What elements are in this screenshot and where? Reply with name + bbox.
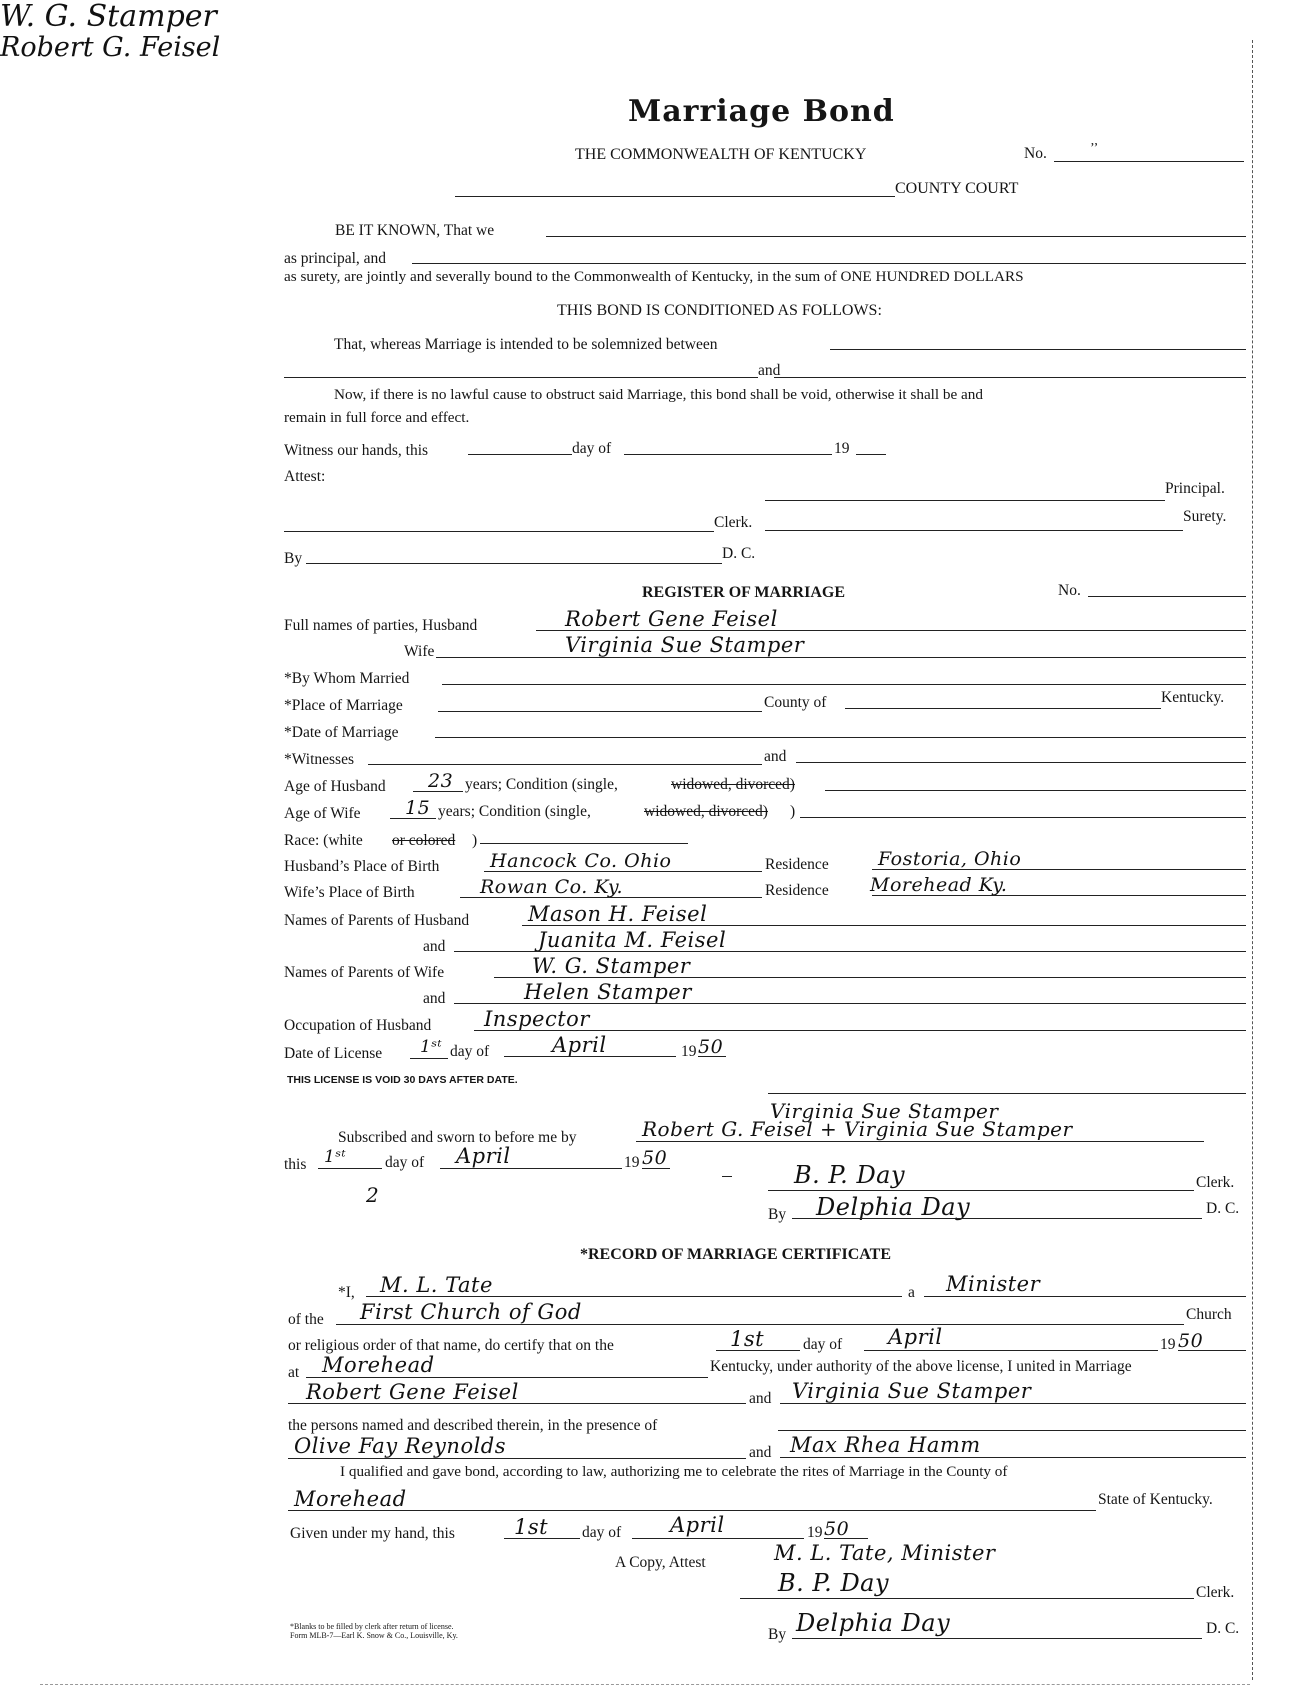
husband-mother: Juanita M. Feisel: [538, 928, 727, 952]
be-it-known: BE IT KNOWN, That we: [335, 222, 495, 239]
cert-clerk-label: Clerk.: [1196, 1584, 1235, 1601]
cert-year: 50: [1178, 1330, 1204, 1352]
county-of-line: [845, 708, 1161, 709]
cert-attest-signature: M. L. Tate, Minister: [774, 1541, 996, 1565]
county-court-line: [455, 196, 895, 197]
age-husband-label: Age of Husband: [284, 778, 386, 795]
conditioned-heading: THIS BOND IS CONDITIONED AS FOLLOWS:: [557, 302, 882, 319]
cert-month: April: [888, 1325, 943, 1349]
wife-residence-line: [872, 895, 1246, 896]
date-marriage-label: *Date of Marriage: [284, 724, 399, 741]
cert-officiant-line: [366, 1296, 902, 1297]
county-of-label: County of: [764, 694, 827, 711]
sworn-year-prefix: 19: [624, 1154, 640, 1171]
page-edge: [1252, 40, 1253, 1680]
cert-given-day-of: day of: [582, 1524, 622, 1541]
husband-birth: Hancock Co. Ohio: [490, 850, 672, 872]
cert-persons-named: the persons named and described therein, in the presence of: [288, 1417, 658, 1434]
husband-label: Full names of parties, Husband: [284, 617, 478, 634]
cert-clerk-line: [740, 1598, 1194, 1599]
race-line: [480, 843, 688, 844]
cert-at: at: [288, 1364, 300, 1381]
place-line: [438, 711, 762, 712]
place-label: *Place of Marriage: [284, 697, 403, 714]
bond-no-label: No.: [1024, 145, 1047, 162]
subscribed-label: Subscribed and sworn to before me by: [338, 1129, 577, 1146]
parents-wife-label: Names of Parents of Wife: [284, 964, 445, 981]
cert-clerk-signature: B. P. Day: [778, 1569, 890, 1597]
witnesses-line-2: [796, 762, 1246, 763]
husband-birth-label: Husband’s Place of Birth: [284, 858, 440, 875]
age-husband-line: [413, 791, 463, 792]
subscribed-by: Robert G. Feisel + Virginia Sue Stamper: [642, 1117, 1073, 1141]
bond-by-line: [306, 563, 722, 564]
witness-day-of: day of: [572, 440, 612, 457]
wife-father: W. G. Stamper: [532, 954, 691, 978]
license-year-line: [698, 1056, 726, 1057]
between-line-1: [284, 377, 758, 378]
signature-wg-stamper: W. G. Stamper: [0, 0, 217, 34]
register-clerk-signature: B. P. Day: [794, 1161, 906, 1189]
cert-persons-line: [778, 1430, 1246, 1431]
cert-a-label: a: [908, 1284, 915, 1301]
as-principal: as principal, and: [284, 250, 387, 267]
wife-mother-line: [454, 1003, 1246, 1004]
cert-day: 1st: [730, 1327, 765, 1351]
register-dc-signature: Delphia Day: [816, 1193, 971, 1221]
be-it-known-line: [546, 236, 1246, 237]
age-wife: 15: [405, 797, 431, 819]
cert-groom-line: [288, 1403, 746, 1404]
kentucky-label: Kentucky.: [1161, 689, 1225, 706]
cert-officiant: M. L. Tate: [380, 1273, 493, 1297]
bond-no-value: ’’: [1090, 141, 1099, 156]
license-year: 50: [698, 1036, 724, 1058]
husband-name: Robert Gene Feisel: [565, 607, 778, 631]
age-wife-close: ): [790, 803, 796, 820]
age-wife-line: [390, 818, 436, 819]
void-notice: THIS LICENSE IS VOID 30 DAYS AFTER DATE.: [287, 1074, 518, 1086]
cert-title: Minister: [946, 1272, 1041, 1296]
sworn-year-line: [642, 1168, 670, 1169]
cert-witness-1-line: [288, 1458, 746, 1459]
cert-place: Morehead: [322, 1353, 435, 1377]
husband-parents-and: and: [423, 938, 446, 955]
sworn-this: this: [284, 1156, 307, 1173]
cert-year-line: [1178, 1350, 1246, 1351]
cert-given-year-prefix: 19: [807, 1524, 823, 1541]
license-month: April: [552, 1033, 607, 1057]
form-title: Marriage Bond: [628, 94, 895, 129]
surety-sentence: as surety, are jointly and severally bound to the Commonwealth of Kentucky, in the sum of ONE HUNDRED DOLLARS: [284, 268, 1024, 285]
signature-robert-feisel: Robert G. Feisel: [0, 32, 221, 63]
cert-bride-line: [780, 1403, 1246, 1404]
margin-mark-2: 2: [366, 1183, 380, 1207]
husband-residence: Fostoria, Ohio: [878, 848, 1022, 870]
whereas-text: That, whereas Marriage is intended to be solemnized between: [334, 336, 718, 353]
occupation-line: [474, 1030, 1246, 1031]
witnesses-label: *Witnesses: [284, 751, 354, 768]
license-year-prefix: 19: [681, 1043, 697, 1060]
register-clerk-line: [768, 1190, 1194, 1191]
register-by-label: By: [768, 1206, 787, 1223]
parents-husband-label: Names of Parents of Husband: [284, 912, 470, 929]
principal-line: [765, 500, 1165, 501]
cert-given-month: April: [670, 1513, 725, 1537]
license-day: 1ˢᵗ: [420, 1037, 443, 1057]
register-dc-line: [792, 1218, 1202, 1219]
surety-line: [765, 530, 1183, 531]
register-clerk-label: Clerk.: [1196, 1174, 1235, 1191]
witness-hands: Witness our hands, this: [284, 442, 429, 459]
commonwealth-heading: THE COMMONWEALTH OF KENTUCKY: [575, 146, 867, 163]
husband-residence-line: [872, 869, 1246, 870]
cert-given-day-line: [504, 1538, 580, 1539]
footer-note-2: Form MLB-7—Earl K. Snow & Co., Louisville, Ky.: [290, 1631, 458, 1640]
license-day-line: [410, 1058, 448, 1059]
cert-day-of: day of: [803, 1336, 843, 1353]
sworn-month-line: [440, 1168, 622, 1169]
cert-dc-label: D. C.: [1206, 1620, 1240, 1637]
cert-witness-2: Max Rhea Hamm: [790, 1433, 981, 1457]
license-day-of: day of: [450, 1043, 490, 1060]
wife-birth: Rowan Co. Ky.: [480, 876, 624, 898]
witnesses-and: and: [764, 748, 787, 765]
cert-given-day: 1st: [514, 1515, 549, 1539]
witness-day-line: [468, 454, 572, 455]
cert-and: and: [749, 1390, 772, 1407]
cert-groom: Robert Gene Feisel: [306, 1380, 519, 1404]
husband-mother-line: [454, 951, 1246, 952]
surety-label: Surety.: [1183, 508, 1227, 525]
wife-parents-and: and: [423, 990, 446, 1007]
cert-witness-1: Olive Fay Reynolds: [294, 1434, 507, 1458]
cert-witness-and: and: [749, 1444, 772, 1461]
subscribed-line: [636, 1141, 1204, 1142]
signature-virginia-stamper: Virginia Sue Stamper: [770, 1099, 999, 1123]
bond-no-line: [1054, 161, 1244, 162]
cert-of-the: of the: [288, 1311, 324, 1328]
sworn-month: April: [456, 1144, 511, 1168]
cert-i-label: *I,: [338, 1284, 355, 1301]
cert-county-line: [288, 1510, 1096, 1511]
certificate-heading: *RECORD OF MARRIAGE CERTIFICATE: [580, 1246, 892, 1263]
cert-place-line: [306, 1377, 708, 1378]
cert-county: Morehead: [294, 1487, 407, 1511]
race-close: ): [472, 832, 478, 849]
now-if-line1: Now, if there is no lawful cause to obstruct said Marriage, this bond shall be void, otherwise it shall be and: [334, 386, 983, 403]
cert-qualified: I qualified and gave bond, according to law, authorizing me to celebrate the rites of Marriage in the County of: [340, 1463, 1008, 1480]
cert-given: Given under my hand, this: [290, 1525, 455, 1542]
now-if-line2: remain in full force and effect.: [284, 409, 470, 426]
footer-note-1: *Blanks to be filled by clerk after return of license.: [290, 1622, 454, 1631]
cert-kentucky-authority: Kentucky, under authority of the above license, I united in Marriage: [710, 1358, 1132, 1375]
cert-given-month-line: [632, 1538, 804, 1539]
wife-residence: Morehead Ky.: [870, 874, 1008, 896]
husband-residence-label: Residence: [765, 856, 829, 873]
sworn-day: 1ˢᵗ: [324, 1147, 347, 1167]
cert-religious-order: or religious order of that name, do certify that on the: [288, 1337, 614, 1354]
husband-birth-line: [484, 871, 762, 872]
date-marriage-line: [435, 737, 1246, 738]
wife-birth-label: Wife’s Place of Birth: [284, 884, 415, 901]
register-dc-label: D. C.: [1206, 1200, 1240, 1217]
cert-church-line: [336, 1324, 1184, 1325]
register-heading: REGISTER OF MARRIAGE: [642, 584, 845, 601]
cert-witness-2-line: [780, 1457, 1246, 1458]
dash-mark: [722, 1176, 732, 1177]
cert-by-label: By: [768, 1626, 787, 1643]
cert-year-prefix: 19: [1160, 1336, 1176, 1353]
cert-given-year-line: [824, 1538, 868, 1539]
cert-dc-signature: Delphia Day: [796, 1609, 951, 1637]
principal-label: Principal.: [1165, 480, 1225, 497]
age-husband-condition: years; Condition (single,: [465, 776, 618, 793]
sworn-day-of: day of: [385, 1154, 425, 1171]
clerk-line: [284, 531, 714, 532]
witness-year-line: [856, 454, 886, 455]
husband-line: [536, 630, 1246, 631]
county-court-label: COUNTY COURT: [895, 180, 1019, 197]
cert-month-line: [864, 1350, 1158, 1351]
witness-year-prefix: 19: [834, 440, 850, 457]
wife-birth-line: [460, 897, 762, 898]
register-no-line: [1088, 596, 1246, 597]
witness-month-line: [624, 454, 832, 455]
bond-by-label: By: [284, 550, 303, 567]
age-husband: 23: [428, 770, 454, 792]
age-wife-condition: years; Condition (single,: [438, 803, 591, 820]
sworn-day-line: [318, 1168, 382, 1169]
wife-father-line: [494, 977, 1246, 978]
attest-label: Attest:: [284, 468, 326, 485]
cert-state-ky: State of Kentucky.: [1098, 1491, 1213, 1508]
between-and: and: [758, 362, 781, 379]
cert-church: First Church of God: [360, 1300, 582, 1324]
between-line-2: [774, 377, 1246, 378]
signature-robert-line: [768, 1093, 1246, 1094]
witnesses-line-1: [368, 764, 762, 765]
race-label: Race: (white: [284, 832, 363, 849]
wife-residence-label: Residence: [765, 882, 829, 899]
cert-day-line: [716, 1350, 800, 1351]
occupation-label: Occupation of Husband: [284, 1017, 432, 1034]
wife-mother: Helen Stamper: [524, 980, 692, 1004]
age-husband-cond-line: [825, 790, 1246, 791]
register-no-label: No.: [1058, 582, 1081, 599]
husband-father: Mason H. Feisel: [528, 902, 708, 926]
wife-line: [436, 657, 1246, 658]
cert-bride: Virginia Sue Stamper: [792, 1379, 1032, 1403]
bottom-scan-edge: [40, 1684, 1250, 1685]
license-month-line: [504, 1056, 676, 1057]
as-principal-line: [412, 263, 1246, 264]
wife-label: Wife: [404, 643, 435, 660]
date-license-label: Date of License: [284, 1045, 383, 1062]
husband-father-line: [522, 925, 1246, 926]
by-whom-label: *By Whom Married: [284, 670, 410, 687]
age-wife-label: Age of Wife: [284, 805, 361, 822]
cert-copy-attest: A Copy, Attest: [615, 1554, 706, 1571]
race-colored: or colored: [392, 832, 456, 849]
occupation: Inspector: [484, 1007, 590, 1031]
age-husband-widowed: widowed, divorced): [671, 776, 795, 793]
cert-title-line: [924, 1296, 1246, 1297]
cert-given-year: 50: [824, 1518, 850, 1540]
sworn-year: 50: [642, 1147, 668, 1169]
cert-dc-line: [792, 1638, 1202, 1639]
age-wife-cond-line: [800, 817, 1246, 818]
bond-dc-label: D. C.: [722, 545, 756, 562]
by-whom-line: [442, 684, 1246, 685]
cert-church-label: Church: [1186, 1306, 1232, 1323]
whereas-line: [830, 349, 1246, 350]
clerk-label: Clerk.: [714, 514, 753, 531]
age-wife-widowed: widowed, divorced): [644, 803, 768, 820]
wife-name: Virginia Sue Stamper: [565, 633, 805, 657]
